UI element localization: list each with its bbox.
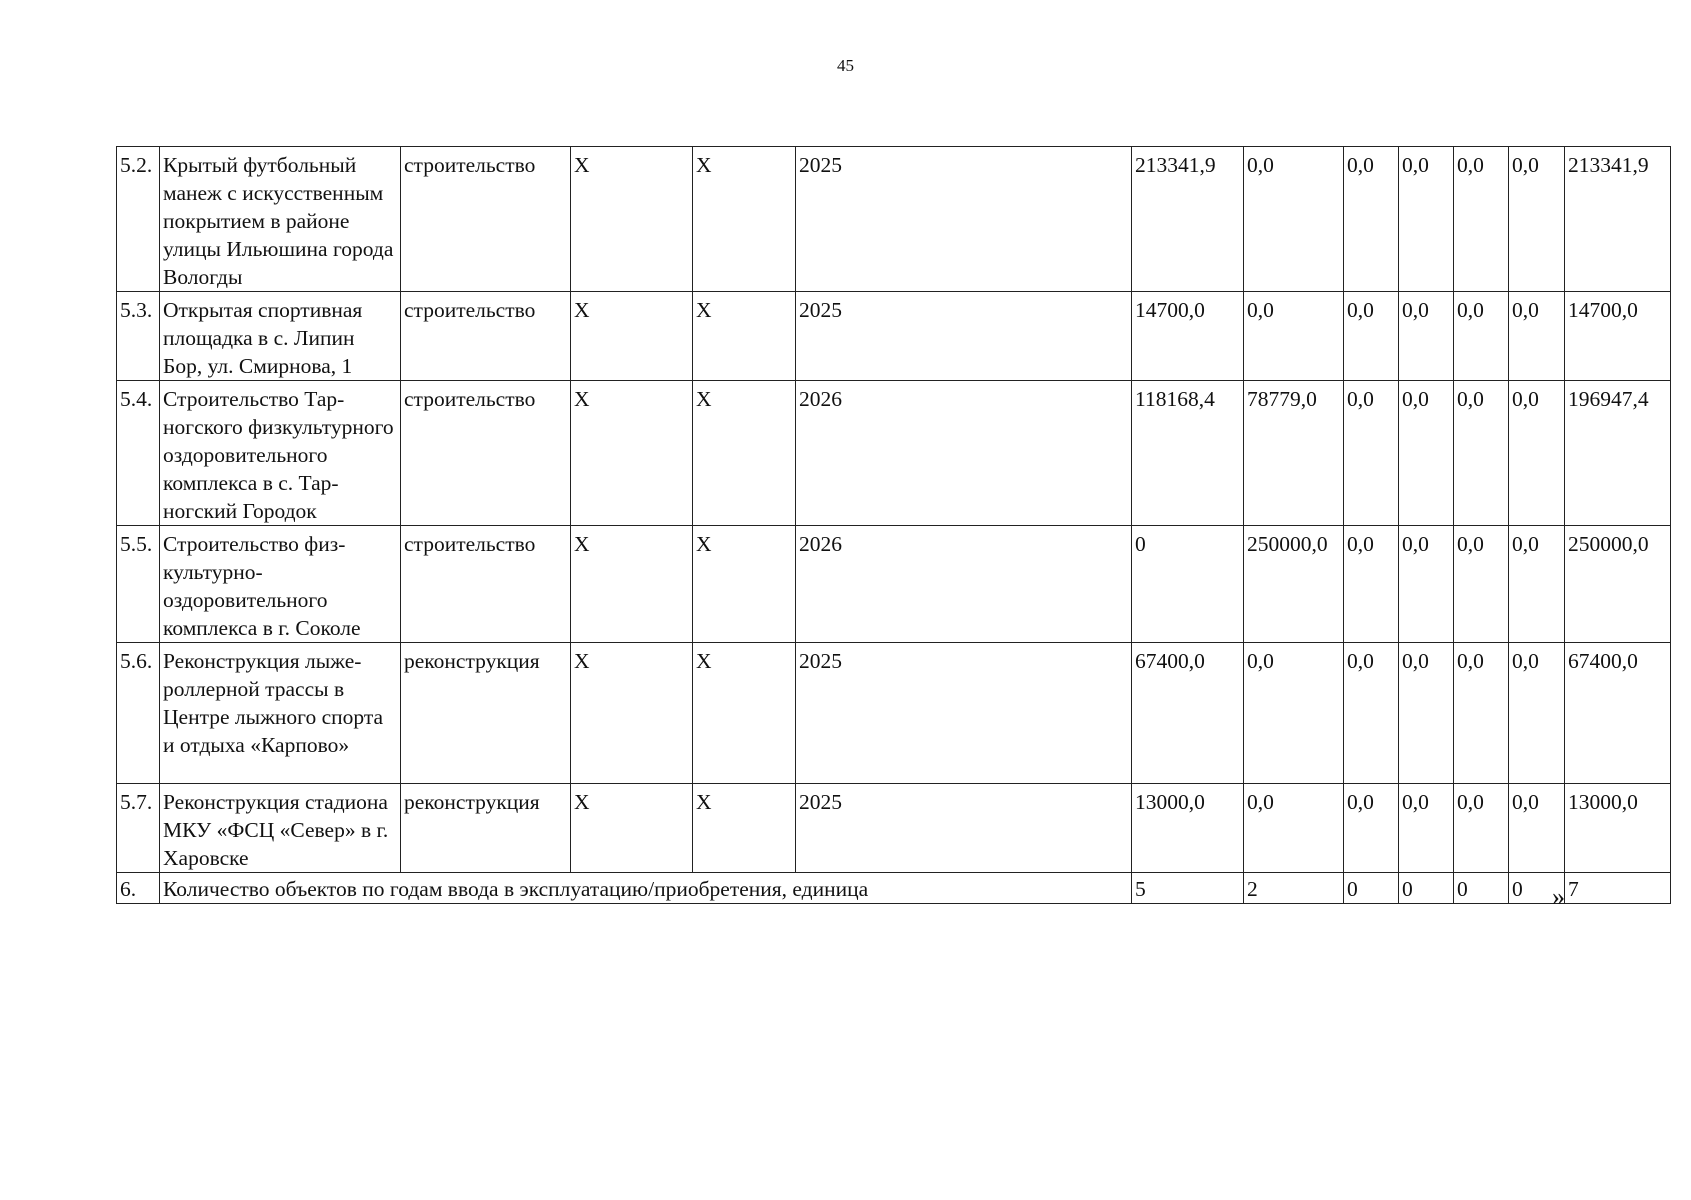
value-cell: 0,0 [1454, 526, 1509, 643]
cell-x: X [571, 381, 693, 526]
cell-x: X [693, 526, 796, 643]
cell-x: X [571, 784, 693, 873]
value-cell: 0,0 [1344, 292, 1399, 381]
row-number: 5.7. [117, 784, 160, 873]
object-name: Открытая спортивная площадка в с. Липин Бор, ул. Смирнова, 1 [160, 292, 401, 381]
table-row [117, 526, 1671, 643]
page-number: 45 [837, 56, 854, 75]
total-cell: 14700,0 [1565, 292, 1671, 381]
completion-year: 2025 [796, 292, 1132, 381]
value-cell: 0,0 [1454, 381, 1509, 526]
value-cell: 14700,0 [1132, 292, 1244, 381]
value-cell: 0,0 [1244, 147, 1344, 292]
value-cell: 0,0 [1509, 643, 1565, 784]
value-cell: 0,0 [1509, 292, 1565, 381]
completion-year: 2025 [796, 784, 1132, 873]
cell-x: X [693, 784, 796, 873]
row-number: 5.4. [117, 381, 160, 526]
work-type: реконструкция [401, 784, 571, 873]
table-row [117, 784, 1671, 873]
value-cell: 0,0 [1344, 147, 1399, 292]
value-cell: 0,0 [1454, 643, 1509, 784]
value-cell: 0,0 [1399, 784, 1454, 873]
completion-year: 2026 [796, 381, 1132, 526]
value-cell: 0,0 [1244, 784, 1344, 873]
completion-year: 2025 [796, 147, 1132, 292]
table-row [117, 643, 1671, 784]
cell-x: X [571, 526, 693, 643]
work-type: строительство [401, 526, 571, 643]
value-cell: 0,0 [1509, 784, 1565, 873]
value-cell: 118168,4 [1132, 381, 1244, 526]
total-cell: 250000,0 [1565, 526, 1671, 643]
closing-quote-mark: » [1552, 882, 1565, 911]
count-cell: 5 [1132, 873, 1244, 904]
work-type: реконструкция [401, 643, 571, 784]
cell-x: X [571, 147, 693, 292]
value-cell: 0,0 [1344, 526, 1399, 643]
value-cell: 0,0 [1454, 784, 1509, 873]
objects-table [116, 146, 1671, 904]
value-cell: 0,0 [1454, 292, 1509, 381]
value-cell: 0,0 [1509, 526, 1565, 643]
total-count-cell: 7 [1565, 873, 1671, 904]
table-row [117, 381, 1671, 526]
value-cell: 250000,0 [1244, 526, 1344, 643]
row-number: 5.6. [117, 643, 160, 784]
value-cell: 0,0 [1399, 643, 1454, 784]
count-cell: 0 [1509, 873, 1565, 904]
value-cell: 0,0 [1399, 292, 1454, 381]
value-cell: 0,0 [1244, 643, 1344, 784]
cell-x: X [693, 147, 796, 292]
total-cell: 196947,4 [1565, 381, 1671, 526]
value-cell: 0,0 [1509, 381, 1565, 526]
object-name: Реконструкция стадиона МКУ «ФСЦ «Север» в г. Харовске [160, 784, 401, 873]
value-cell: 213341,9 [1132, 147, 1244, 292]
cell-x: X [693, 643, 796, 784]
row-number: 5.2. [117, 147, 160, 292]
row-number: 5.3. [117, 292, 160, 381]
value-cell: 0,0 [1399, 147, 1454, 292]
value-cell: 0,0 [1344, 381, 1399, 526]
object-name: Крытый футбольный манеж с искусственным покрытием в районе улицы Ильюшина города Вологды [160, 147, 401, 292]
count-cell: 0 [1454, 873, 1509, 904]
value-cell: 0,0 [1244, 292, 1344, 381]
value-cell: 13000,0 [1132, 784, 1244, 873]
object-name: Реконструкция лыжероллерной трассы в Центре лыжного спорта и отдыха «Карпово» [160, 643, 401, 784]
summary-row [117, 873, 1671, 904]
total-cell: 67400,0 [1565, 643, 1671, 784]
table-row [117, 147, 1671, 292]
value-cell: 67400,0 [1132, 643, 1244, 784]
completion-year: 2026 [796, 526, 1132, 643]
cell-x: X [693, 292, 796, 381]
count-cell: 2 [1244, 873, 1344, 904]
table-row [117, 292, 1671, 381]
cell-x: X [571, 292, 693, 381]
value-cell: 0,0 [1399, 526, 1454, 643]
total-cell: 213341,9 [1565, 147, 1671, 292]
value-cell: 78779,0 [1244, 381, 1344, 526]
work-type: строительство [401, 292, 571, 381]
cell-x: X [571, 643, 693, 784]
total-cell: 13000,0 [1565, 784, 1671, 873]
completion-year: 2025 [796, 643, 1132, 784]
value-cell: 0,0 [1509, 147, 1565, 292]
value-cell: 0 [1132, 526, 1244, 643]
count-cell: 0 [1399, 873, 1454, 904]
value-cell: 0,0 [1344, 784, 1399, 873]
value-cell: 0,0 [1399, 381, 1454, 526]
value-cell: 0,0 [1454, 147, 1509, 292]
work-type: строительство [401, 381, 571, 526]
row-number: 5.5. [117, 526, 160, 643]
cell-x: X [693, 381, 796, 526]
value-cell: 0,0 [1344, 643, 1399, 784]
row-number: 6. [117, 873, 160, 904]
object-name: Строительство физкультурно-оздоровительного комплекса в г. Соколе [160, 526, 401, 643]
summary-label: Количество объектов по годам ввода в эксплуатацию/приобретения, единица [160, 873, 1132, 904]
object-name: Строительство Тарногского физкультурного оздоровительного комплекса в с. Тарногский Городок [160, 381, 401, 526]
work-type: строительство [401, 147, 571, 292]
count-cell: 0 [1344, 873, 1399, 904]
